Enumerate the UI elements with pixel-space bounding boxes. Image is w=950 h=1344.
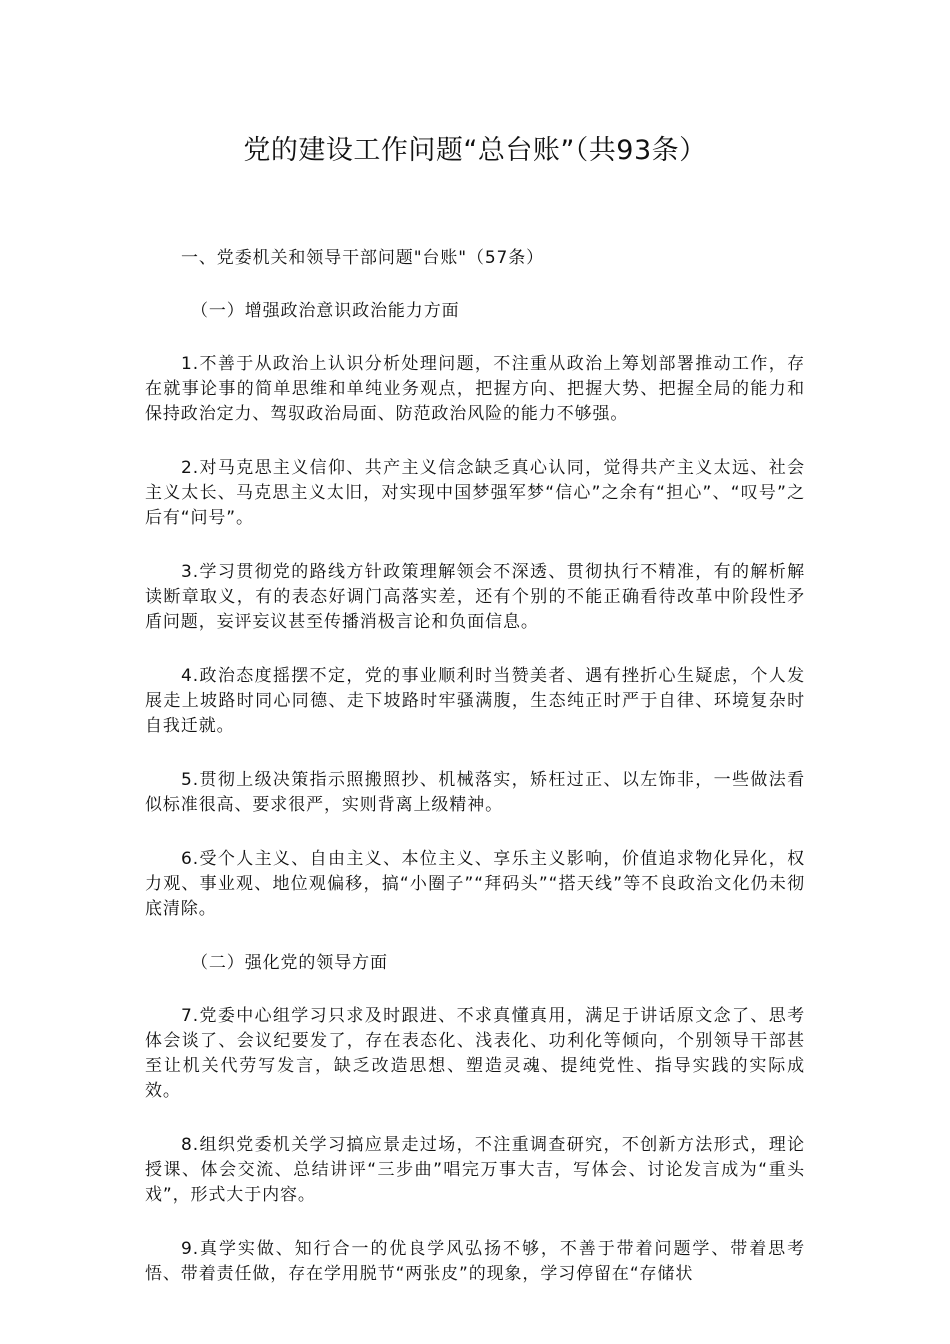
document-body	[145, 246, 805, 1316]
list-item: 5.贯彻上级决策指示照搬照抄、机械落实，矫枉过正、以左饰非，一些做法看似标准很高、要求很严，实则背离上级精神。	[145, 770, 805, 815]
list-item: 6.受个人主义、自由主义、本位主义、享乐主义影响，价值追求物化异化，权力观、事业观、地位观偏移，搞“小圈子”“拜码头”“搭天线”等不良政治文化仍未彻底清除。	[145, 849, 805, 919]
list-item: 1.不善于从政治上认识分析处理问题，不注重从政治上筹划部署推动工作，存在就事论事的简单思维和单纯业务观点，把握方向、把握大势、把握全局的能力和保持政治定力、驾驭政治局面、防范政治风险的能力不够强。	[145, 354, 805, 424]
list-item: 9.真学实做、知行合一的优良学风弘扬不够，不善于带着问题学、带着思考悟、带着责任做，存在学用脱节“两张皮”的现象，学习停留在“存储状	[145, 1239, 805, 1284]
document-title: 党的建设工作问题“总台账”（共93条）	[243, 135, 707, 166]
sub-heading-political: （一）增强政治意识政治能力方面	[191, 301, 460, 321]
list-item: 7.党委中心组学习只求及时跟进、不求真懂真用，满足于讲话原文念了、思考体会谈了、会议纪要发了，存在表态化、浅表化、功利化等倾向，个别领导干部甚至让机关代劳写发言，缺乏改造思想、塑造灵魂、提纯党性、指导实践的实际成效。	[145, 1006, 805, 1101]
list-item: 3.学习贯彻党的路线方针政策理解领会不深透、贯彻执行不精准，有的解析解读断章取义，有的表态好调门高落实差，还有个别的不能正确看待改革中阶段性矛盾问题，妄评妄议甚至传播消极言论和负面信息。	[145, 562, 805, 632]
list-item: 8.组织党委机关学习搞应景走过场，不注重调查研究，不创新方法形式，理论授课、体会交流、总结讲评“三步曲”唱完万事大吉，写体会、讨论发言成为“重头戏”，形式大于内容。	[145, 1135, 805, 1205]
list-item: 4.政治态度摇摆不定，党的事业顺利时当赞美者、遇有挫折心生疑虑，个人发展走上坡路时同心同德、走下坡路时牢骚满腹，生态纯正时严于自律、环境复杂时自我迁就。	[145, 666, 805, 736]
section-heading: 一、党委机关和领导干部问题"台账"（57条）	[181, 248, 545, 268]
sub-heading-leadership: （二）强化党的领导方面	[191, 953, 388, 973]
list-item: 2.对马克思主义信仰、共产主义信念缺乏真心认同，觉得共产主义太远、社会主义太长、马克思主义太旧，对实现中国梦强军梦“信心”之余有“担心”、“叹号”之后有“问号”。	[145, 458, 805, 528]
